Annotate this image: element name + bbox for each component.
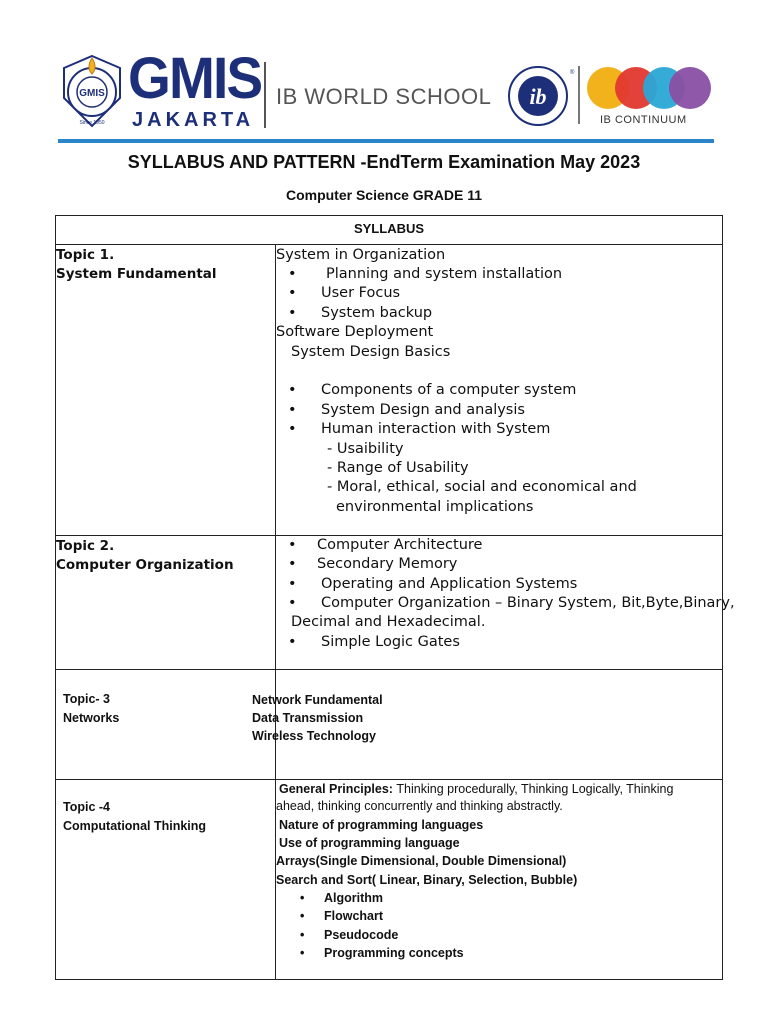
bullet-icon: •: [288, 266, 297, 282]
topic-2-number: Topic 2.: [56, 538, 115, 554]
topic-3-number: Topic- 3: [63, 692, 110, 706]
list-item: Simple Logic Gates: [321, 634, 460, 650]
list-item: Components of a computer system: [321, 382, 577, 398]
bullet-icon: •: [288, 634, 297, 650]
bullet-icon: •: [288, 402, 297, 418]
bullet-icon: •: [288, 305, 297, 321]
table-rule: [55, 244, 723, 245]
list-item: - Range of Usability: [327, 460, 469, 476]
bullet-icon: •: [288, 285, 297, 301]
school-crest-logo: [58, 54, 126, 128]
general-principles-text: Thinking procedurally, Thinking Logically, Thinking: [396, 782, 674, 796]
topic-1-number: Topic 1.: [56, 247, 115, 263]
ib-world-school-text: IB WORLD SCHOOL: [276, 84, 492, 109]
bullet-icon: •: [300, 909, 305, 923]
list-item: Programming concepts: [324, 946, 464, 960]
topic-1-title: System Fundamental: [56, 266, 217, 282]
topic-4-label: [63, 798, 206, 835]
bullet-icon: •: [288, 595, 297, 611]
document-title: SYLLABUS AND PATTERN -EndTerm Examination May 2023: [127, 152, 641, 172]
bullet-icon: •: [300, 891, 305, 905]
gmis-logo-text: GMIS: [128, 46, 262, 111]
bullet-icon: •: [288, 556, 297, 572]
ib-continuum-text: IB CONTINUUM: [600, 114, 687, 126]
list-item: System Design Basics: [291, 344, 451, 360]
list-item: Arrays(Single Dimensional, Double Dimensional): [276, 854, 567, 868]
bullet-icon: •: [288, 576, 297, 592]
list-item: environmental implications: [336, 499, 534, 515]
crest-gmis-text: GMIS: [79, 88, 105, 99]
list-item: Pseudocode: [324, 928, 399, 942]
topic-3-title: Networks: [63, 710, 120, 725]
list-item: Software Deployment: [276, 324, 434, 340]
list-item: Secondary Memory: [317, 556, 458, 572]
topic-1-label: [56, 246, 217, 284]
table-rule: [55, 669, 723, 670]
list-item: Human interaction with System: [321, 421, 551, 437]
general-principles-text-cont: ahead, thinking concurrently and thinking abstractly.: [276, 799, 563, 813]
list-item: - Usaibility: [327, 441, 404, 457]
list-item: Algorithm: [324, 891, 384, 905]
svg-text:®: ®: [570, 70, 575, 76]
bullet-icon: •: [300, 928, 305, 942]
general-principles-label: General Principles:: [279, 782, 393, 796]
bullet-icon: •: [300, 946, 305, 960]
header-divider: [264, 62, 266, 128]
header-rule: [58, 139, 714, 143]
list-item: User Focus: [321, 285, 401, 301]
list-item: System in Organization: [276, 247, 446, 263]
general-principles-line: [279, 780, 673, 799]
list-item: - Moral, ethical, social and economical and: [327, 479, 637, 495]
svg-text:ib: ib: [529, 84, 547, 109]
list-item: Nature of programming languages: [279, 818, 484, 832]
list-item: Data Transmission: [252, 711, 364, 725]
list-item: Computer Organization – Binary System, Bit,Byte,Binary,: [321, 595, 735, 611]
bullet-icon: •: [288, 382, 297, 398]
list-item: Operating and Application Systems: [321, 576, 578, 592]
list-item: Search and Sort( Linear, Binary, Selection, Bubble): [276, 873, 578, 887]
topic-4-number: Topic -4: [63, 800, 110, 814]
list-item: Decimal and Hexadecimal.: [291, 614, 486, 630]
bullet-icon: •: [288, 537, 297, 553]
ib-world-badge-logo: [506, 64, 576, 128]
list-item: Flowchart: [324, 909, 384, 923]
bullet-icon: •: [288, 421, 297, 437]
list-item: Use of programming language: [279, 836, 460, 850]
ib-divider: [578, 66, 580, 124]
list-item: System Design and analysis: [321, 402, 525, 418]
list-item: Planning and system installation: [326, 266, 563, 282]
list-item: System backup: [321, 305, 433, 321]
crest-since-text: Since 1950: [79, 120, 105, 126]
list-item: Network Fundamental: [252, 693, 383, 707]
list-item: Computer Architecture: [317, 537, 483, 553]
jakarta-logo-text: JAKARTA: [132, 109, 255, 131]
topic-2-title: Computer Organization: [56, 557, 234, 573]
ib-continuum-circles-logo: [584, 66, 714, 110]
topic-2-label: [56, 537, 234, 575]
topic-4-title: Computational Thinking: [63, 818, 207, 833]
list-item: Wireless Technology: [252, 729, 376, 743]
syllabus-header: SYLLABUS: [353, 221, 425, 236]
topic-3-label: [63, 690, 119, 727]
document-subtitle: Computer Science GRADE 11: [285, 187, 483, 203]
